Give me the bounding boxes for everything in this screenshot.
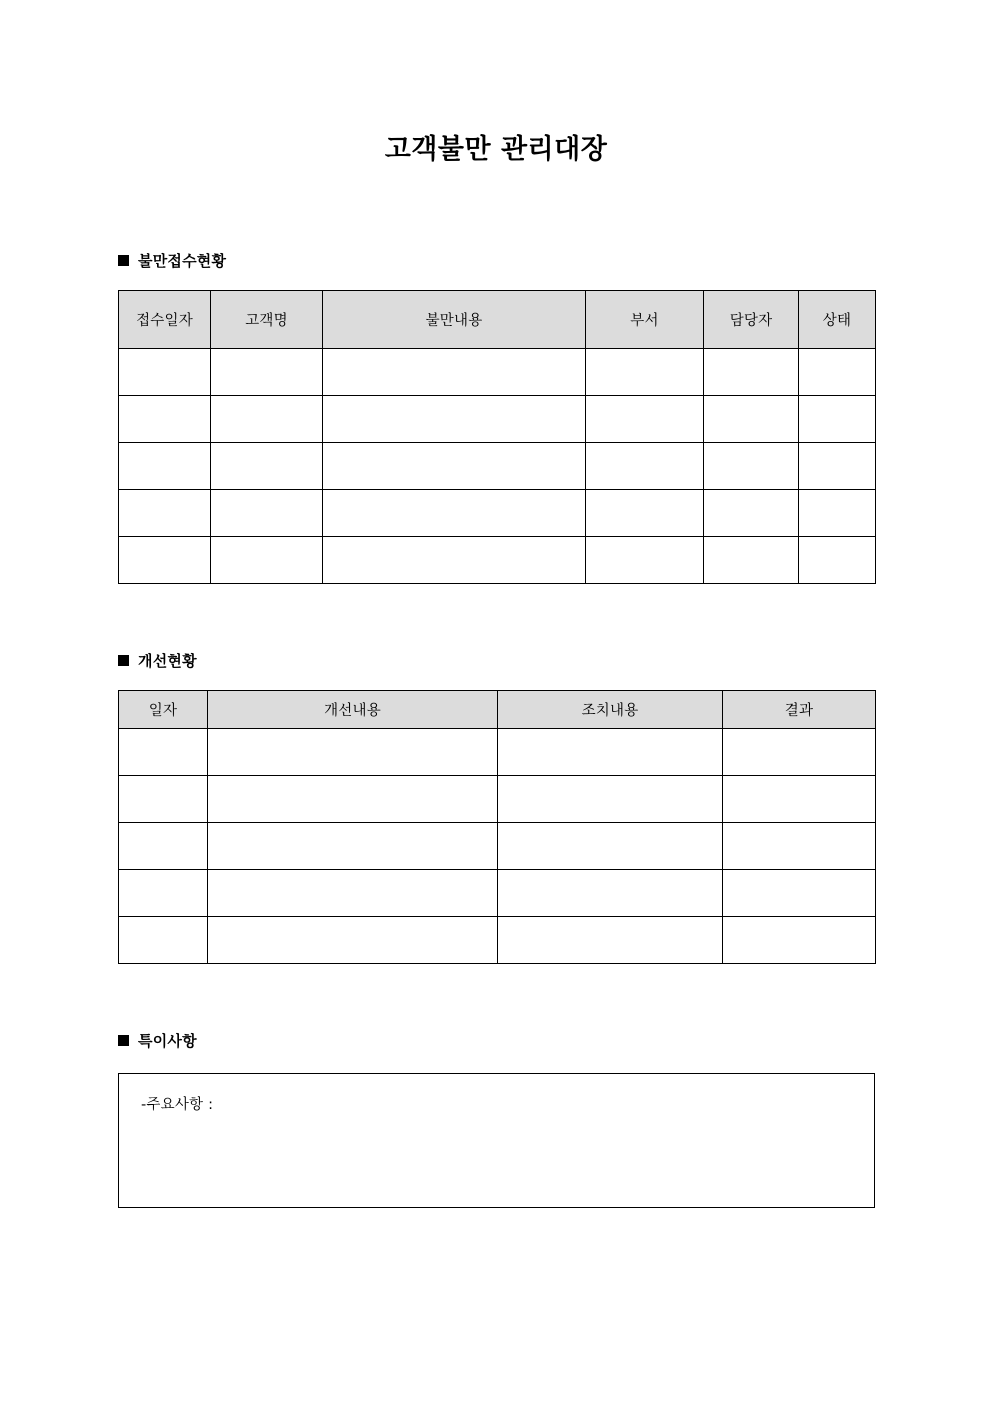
remarks-textarea[interactable] <box>118 1073 875 1208</box>
complaints-table <box>118 290 876 584</box>
complaints-cell-date[interactable] <box>119 537 211 584</box>
complaints-cell-date[interactable] <box>119 443 211 490</box>
improvements-cell-action[interactable] <box>498 729 723 776</box>
complaints-cell-content[interactable] <box>323 443 586 490</box>
complaints-cell-date[interactable] <box>119 349 211 396</box>
table-row <box>119 349 876 396</box>
complaints-cell-date[interactable] <box>119 396 211 443</box>
section-heading-remarks-label: 특이사항 <box>138 1032 197 1050</box>
improvements-cell-action[interactable] <box>498 823 723 870</box>
section-heading-complaints-label: 불만접수현황 <box>138 252 227 270</box>
improvements-cell-date[interactable] <box>119 776 208 823</box>
complaints-column-header-customer: 고객명 <box>211 291 323 349</box>
improvements-cell-action[interactable] <box>498 917 723 964</box>
improvements-cell-date[interactable] <box>119 823 208 870</box>
improvements-cell-improvement[interactable] <box>208 823 498 870</box>
improvements-column-header-date: 일자 <box>119 691 208 729</box>
complaints-cell-department[interactable] <box>586 490 704 537</box>
complaints-cell-department[interactable] <box>586 537 704 584</box>
complaints-cell-status[interactable] <box>799 537 876 584</box>
complaints-cell-content[interactable] <box>323 349 586 396</box>
complaints-column-header-date: 접수일자 <box>119 291 211 349</box>
section-heading-complaints <box>118 250 226 271</box>
improvements-cell-result[interactable] <box>723 776 876 823</box>
complaints-cell-customer[interactable] <box>211 349 323 396</box>
complaints-cell-status[interactable] <box>799 490 876 537</box>
complaints-cell-department[interactable] <box>586 396 704 443</box>
complaints-cell-owner[interactable] <box>704 349 799 396</box>
section-heading-improvements-label: 개선현황 <box>138 652 197 670</box>
improvements-table <box>118 690 876 964</box>
improvements-cell-improvement[interactable] <box>208 870 498 917</box>
complaints-cell-customer[interactable] <box>211 443 323 490</box>
table-row <box>119 443 876 490</box>
improvements-cell-date[interactable] <box>119 729 208 776</box>
improvements-cell-improvement[interactable] <box>208 729 498 776</box>
complaints-cell-content[interactable] <box>323 490 586 537</box>
complaints-cell-customer[interactable] <box>211 537 323 584</box>
improvements-cell-result[interactable] <box>723 917 876 964</box>
table-row <box>119 823 876 870</box>
complaints-cell-status[interactable] <box>799 349 876 396</box>
complaints-cell-owner[interactable] <box>704 490 799 537</box>
improvements-cell-result[interactable] <box>723 870 876 917</box>
complaints-cell-department[interactable] <box>586 349 704 396</box>
improvements-cell-improvement[interactable] <box>208 917 498 964</box>
table-row <box>119 776 876 823</box>
complaints-cell-owner[interactable] <box>704 537 799 584</box>
complaints-cell-department[interactable] <box>586 443 704 490</box>
complaints-column-header-department: 부서 <box>586 291 704 349</box>
table-row <box>119 729 876 776</box>
complaints-cell-date[interactable] <box>119 490 211 537</box>
complaints-table-header-row <box>119 291 876 349</box>
section-heading-remarks <box>118 1030 197 1051</box>
improvements-cell-action[interactable] <box>498 870 723 917</box>
improvements-cell-date[interactable] <box>119 870 208 917</box>
complaints-cell-status[interactable] <box>799 443 876 490</box>
page-title: 고객불만 관리대장 <box>384 134 608 165</box>
complaints-cell-status[interactable] <box>799 396 876 443</box>
improvements-table-header-row <box>119 691 876 729</box>
complaints-cell-owner[interactable] <box>704 443 799 490</box>
improvements-column-header-improvement: 개선내용 <box>208 691 498 729</box>
complaints-column-header-status: 상태 <box>799 291 876 349</box>
complaints-cell-owner[interactable] <box>704 396 799 443</box>
table-row <box>119 490 876 537</box>
bullet-square-icon <box>118 655 129 666</box>
improvements-column-header-result: 결과 <box>723 691 876 729</box>
table-row <box>119 917 876 964</box>
complaints-cell-customer[interactable] <box>211 490 323 537</box>
section-heading-improvements <box>118 650 197 671</box>
complaints-cell-customer[interactable] <box>211 396 323 443</box>
improvements-cell-improvement[interactable] <box>208 776 498 823</box>
improvements-cell-action[interactable] <box>498 776 723 823</box>
complaints-column-header-owner: 담당자 <box>704 291 799 349</box>
remarks-note-label: -주요사항 : <box>141 1097 214 1113</box>
complaints-cell-content[interactable] <box>323 537 586 584</box>
improvements-cell-date[interactable] <box>119 917 208 964</box>
table-row <box>119 870 876 917</box>
bullet-square-icon <box>118 1035 129 1046</box>
table-row <box>119 396 876 443</box>
improvements-cell-result[interactable] <box>723 729 876 776</box>
table-row <box>119 537 876 584</box>
improvements-cell-result[interactable] <box>723 823 876 870</box>
improvements-column-header-action: 조치내용 <box>498 691 723 729</box>
bullet-square-icon <box>118 255 129 266</box>
complaints-column-header-content: 불만내용 <box>323 291 586 349</box>
complaints-cell-content[interactable] <box>323 396 586 443</box>
